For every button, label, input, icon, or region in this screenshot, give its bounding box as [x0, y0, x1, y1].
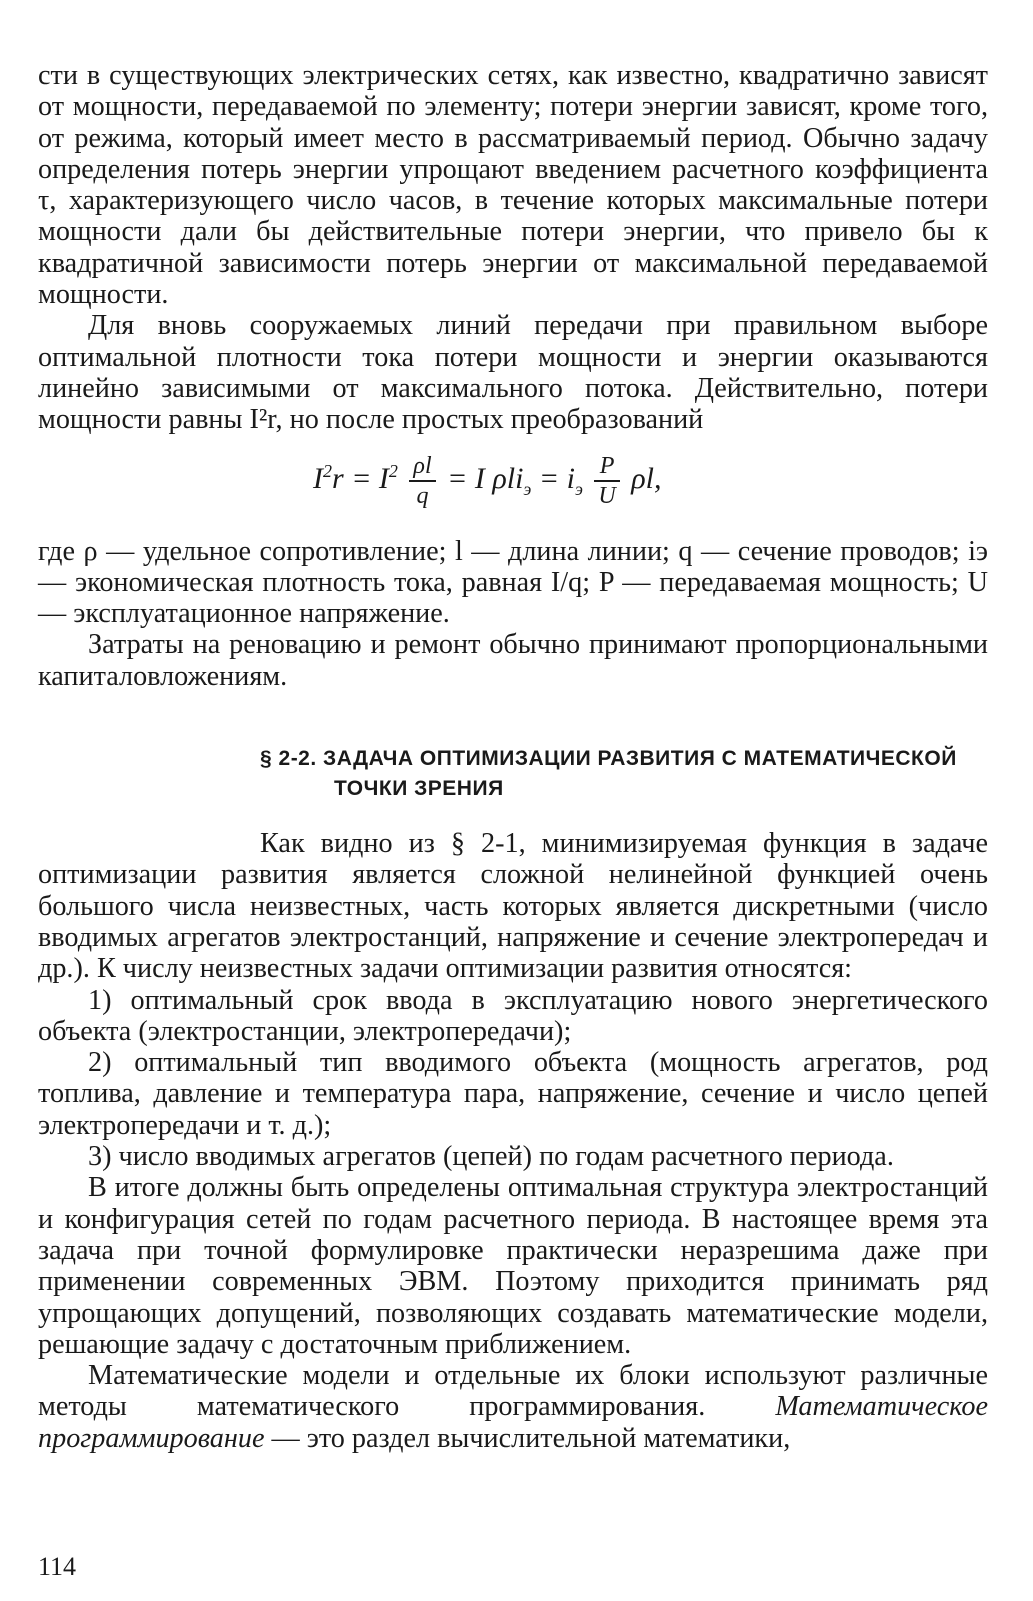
paragraph-7-italic-term: Математическое программирование [38, 1391, 988, 1454]
frac1-numerator: ρl [409, 452, 435, 482]
paragraph-6: В итоге должны быть определены оптимальная структура электростанций и конфигурация сетей по годам расчетного периода. В настоящее время эта задача при точной формулировке практически неразрешима даже при применении современных ЭВМ. Поэтому приходится принимать ряд упрощающих допущений, позволяющих создавать математические модели, решающие задачу с достаточным приближением. [38, 1172, 988, 1360]
list-item-3: 3) число вводимых агрегатов (цепей) по годам расчетного периода. [88, 1141, 894, 1173]
frac2-numerator: P [594, 452, 619, 482]
formula-fraction-2 [594, 452, 619, 510]
paragraph-4: Затраты на реновацию и ремонт обычно принимают пропорциональными капиталовложениям. [38, 629, 988, 692]
page-number: 114 [38, 1552, 77, 1581]
formula-tail: ρl, [623, 461, 662, 495]
paragraph-7-start: Математические модели и отдельные их блоки используют различные методы математического программирования. [38, 1360, 988, 1423]
list-item-2: 2) оптимальный тип вводимого объекта (мощность агрегатов, род топлива, давление и температура пара, напряжение, сечение и число цепей электропередачи и т. д.); [38, 1047, 988, 1141]
formula-eq2: = I ρli [439, 461, 524, 495]
formula-fraction-1 [409, 452, 435, 510]
paragraph-2: Для вновь сооружаемых линий передачи при правильном выборе оптимальной плотности тока потери мощности и энергии оказываются линейно зависимыми от максимального потока. Действительно, потери мощности равны I²r, но после простых преобразований [38, 310, 988, 436]
formula-lhs: I [313, 461, 323, 495]
list-item-1: 1) оптимальный срок ввода в эксплуатацию нового энергетического объекта (электростанции, электропередачи); [38, 984, 988, 1047]
page-body [38, 60, 988, 1454]
paragraph-1: сти в существующих электрических сетях, как известно, квадратично зависят от мощности, передаваемой по элементу; потери энергии зависят, кроме того, от режима, который имеет место в рассматриваемый период. Обычно задачу определения потерь энергии упрощают введением расчетного коэффициента τ, характеризующего число часов, в течение которых максимальные потери мощности дали бы действительные потери энергии, что привело бы к квадратичной зависимости потерь энергии от максимальной передаваемой мощности. [38, 60, 988, 311]
formula-eq2-sub: э [523, 478, 532, 499]
section-heading-line-2: ТОЧКИ ЗРЕНИЯ [334, 777, 504, 801]
paragraph-5: Как видно из § 2-1, минимизируемая функция в задаче оптимизации развития является сложной нелинейной функцией очень большого числа неизвестных, часть которых является дискретными (число вводимых агрегатов электростанций, напряжение и сечение электропередач и др.). К числу неизвестных задачи оптимизации развития относятся: [38, 828, 988, 985]
frac2-denominator: U [598, 482, 616, 509]
paragraph-7-end: — это раздел вычислительной математики, [264, 1422, 791, 1454]
formula-lhs-exp: 2 [323, 460, 332, 481]
paragraph-7 [38, 1360, 988, 1454]
formula-lhs-r: r [332, 461, 344, 495]
formula-eq3-sub: э [574, 478, 583, 499]
section-heading-line-1: § 2-2. ЗАДАЧА ОПТИМИЗАЦИИ РАЗВИТИЯ С МАТЕМАТИЧЕСКОЙ [260, 747, 957, 771]
paragraph-3: где ρ — удельное сопротивление; l — длина линии; q — сечение проводов; iэ — экономическая плотность тока, равная I/q; P — передаваемая мощность; U — эксплуатационное напряжение. [38, 535, 988, 630]
formula-eq1-exp: 2 [388, 460, 398, 481]
section-heading [38, 744, 988, 804]
formula-power-loss [38, 440, 988, 528]
frac1-denominator: q [416, 482, 429, 509]
formula-eq3: = i [531, 461, 575, 495]
formula-eq1: = I [343, 461, 389, 495]
